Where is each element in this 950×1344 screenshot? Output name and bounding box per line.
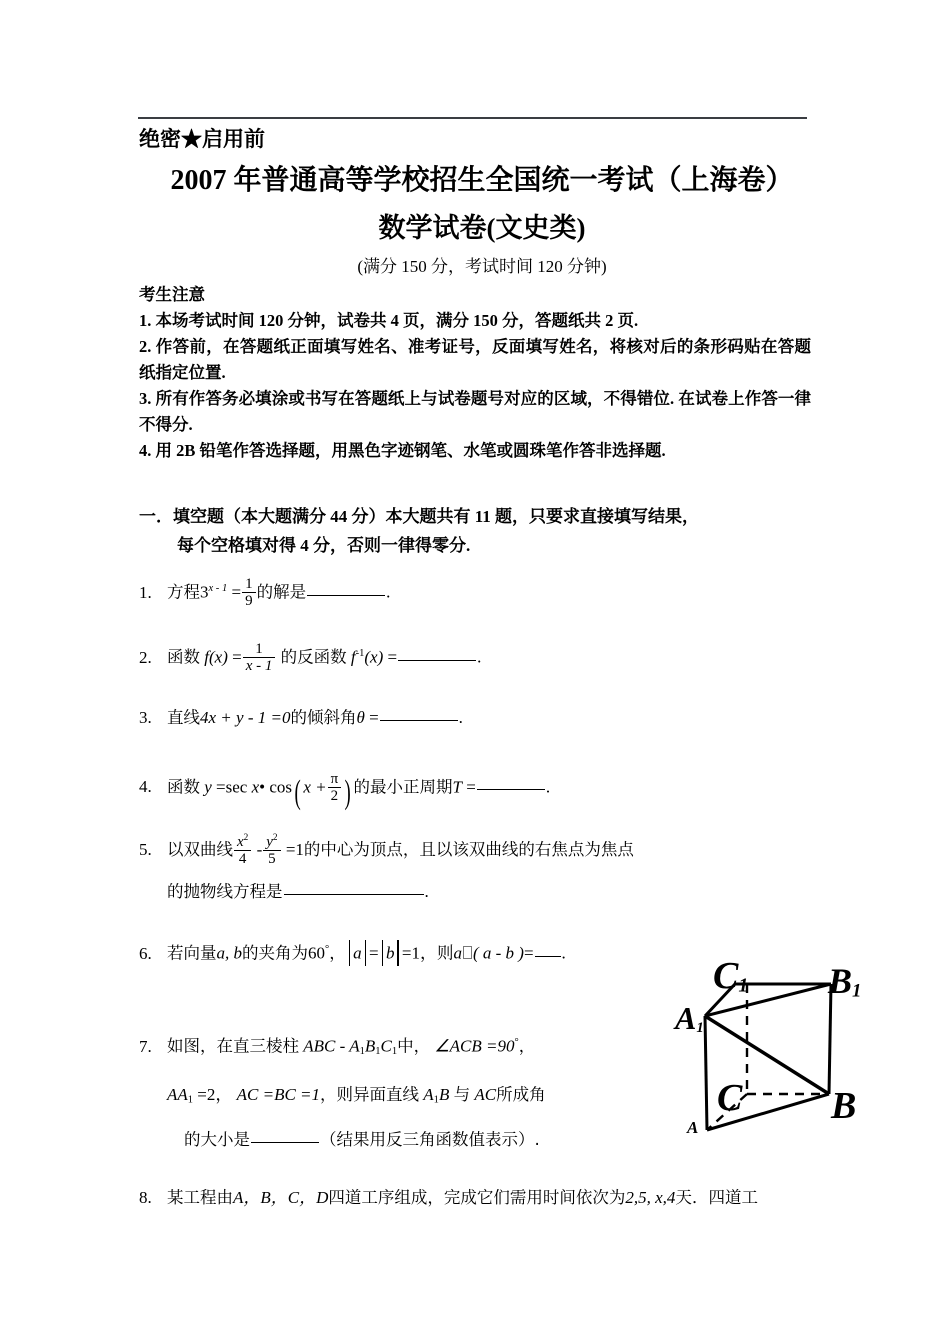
secret-label: 绝密★启用前 [139, 127, 265, 151]
question-8-durations: 2,5, x,4 [625, 1188, 676, 1207]
question-7-line-ac: AC [474, 1085, 497, 1104]
question-2-number: 2. [139, 647, 152, 667]
question-1-answer-blank[interactable] [307, 595, 385, 596]
question-8-text-b: 四道工序组成，完成它们需用时间依次为 [328, 1188, 626, 1207]
question-4-number: 4. [139, 777, 152, 797]
question-6 [139, 937, 566, 967]
question-7-aa1-value: =2， [197, 1085, 233, 1104]
question-6-expression: ( a - b ) [472, 943, 524, 963]
question-2-fraction [243, 641, 276, 674]
question-7-prism-label: ABC - A [303, 1036, 360, 1056]
figure-label-A1: A1 [675, 1000, 704, 1037]
question-3-period: . [458, 708, 463, 727]
question-5-line2 [139, 879, 429, 905]
section-heading [139, 502, 829, 560]
abs-bar-icon-1 [349, 940, 350, 966]
question-2-text-a: 函数 [167, 647, 200, 667]
question-3-number: 3. [139, 708, 152, 727]
notice-item-4: 4. 用 2B 铅笔作答选择题，用黑色字迹钢笔、水笔或圆珠笔作答非选择题. [139, 441, 666, 460]
paren-open-icon: ( [294, 773, 301, 811]
question-1-frac-numerator: 1 [245, 576, 253, 593]
question-7-sub-b: 1 [375, 1045, 381, 1057]
question-5-text-c: 的抛物线方程是 [167, 882, 283, 901]
question-6-a-abs: a [353, 943, 362, 963]
page-subtitle: 数学试卷(文史类) [378, 213, 586, 243]
question-1-period: . [386, 582, 391, 602]
question-6-angle-degrees: 60 [308, 943, 325, 963]
question-2-period: . [477, 647, 482, 667]
question-6-period: . [561, 943, 566, 963]
question-5-fy-denominator: 5 [263, 850, 280, 867]
question-2-function-name: f [204, 647, 209, 667]
notice-item-3: 3. 所有作答务必填涂或书写在答题纸上与试卷题号对应的区域，不得错位. 在试卷上作答一律不得分. [139, 389, 811, 434]
question-3-answer-blank[interactable] [380, 720, 458, 721]
question-7-line-b: B [438, 1085, 450, 1104]
question-5-fy-numerator: y [266, 833, 273, 850]
question-4-frac-denominator: 2 [328, 787, 342, 804]
question-7-line-a1-sub: 1 [433, 1094, 439, 1106]
question-7-angle-condition: ∠ACB =90 [434, 1036, 515, 1056]
header-rule [138, 117, 807, 119]
question-6-number: 6. [139, 943, 152, 963]
question-1-text-b: 的解是 [256, 582, 307, 602]
question-2-inverse-exponent: -1 [355, 648, 365, 659]
question-3-equals: = [369, 708, 379, 727]
question-2 [139, 641, 481, 675]
question-8 [139, 1185, 758, 1211]
question-7-prism-b: B [364, 1036, 376, 1056]
question-5-text-a: 以双曲线 [167, 840, 233, 860]
question-5-fraction-x [234, 833, 251, 867]
question-7-aa1-sub: 1 [187, 1094, 194, 1106]
question-8-text-c: 天．四道工 [675, 1188, 758, 1207]
question-6-degree-icon: ° [325, 944, 330, 955]
question-7-answer-blank[interactable] [251, 1142, 319, 1143]
question-1-fraction [242, 576, 256, 609]
question-7-text-c: ，则异面直线 [320, 1085, 420, 1104]
question-1-base: 3 [200, 582, 209, 602]
question-4-equals: = [216, 777, 226, 797]
question-5-equals: =1 [285, 840, 304, 860]
question-5-fraction-y [263, 833, 280, 867]
question-4 [139, 771, 551, 811]
question-4-cos: cos [269, 777, 293, 797]
question-6-text-b: 的夹角为 [242, 943, 308, 963]
question-5-minus: - [256, 840, 263, 860]
question-4-answer-blank[interactable] [477, 789, 545, 790]
question-8-text-a: 某工程由 [167, 1188, 233, 1207]
question-5-fx-exponent: 2 [243, 833, 249, 843]
abs-bar-icon-4 [397, 940, 398, 966]
question-2-inverse-name: f [350, 647, 356, 667]
degree-icon: ° [514, 1037, 519, 1048]
question-6-b-abs: b [385, 943, 395, 963]
figure-label-B1: B1 [828, 961, 862, 1002]
question-5-answer-blank[interactable] [284, 894, 424, 895]
candidate-notice [139, 282, 811, 464]
figure-label-C: C [717, 1077, 743, 1119]
question-7-text-e: 所成角 [496, 1085, 546, 1104]
question-7-text-a: 如图，在直三棱柱 [167, 1036, 299, 1056]
question-7-number: 7. [139, 1036, 152, 1056]
question-5-fx-numerator: x [237, 833, 244, 850]
edge-a1-a [705, 1016, 707, 1130]
question-6-text-a: 若向量 [167, 943, 217, 963]
question-2-answer-blank[interactable] [398, 660, 476, 661]
question-7-line2 [139, 1082, 546, 1113]
question-7-text-g: （结果用反三角函数值表示）. [320, 1130, 540, 1149]
question-1-equals: = [231, 582, 242, 602]
question-6-equals-3: = [523, 943, 534, 963]
question-3-text-a: 直线 [167, 708, 200, 727]
question-2-inverse-arg: (x) [364, 647, 384, 667]
question-3-equation: 4x + y - 1 =0 [200, 708, 291, 727]
notice-item-2: 2. 作答前，在答题纸正面填写姓名、准考证号，反面填写姓名，将核对后的条形码贴在答题纸指定位置. [139, 337, 811, 382]
abs-bar-icon-2 [365, 940, 366, 966]
question-7-line-a1: A [423, 1085, 434, 1104]
question-1-number: 1. [139, 582, 152, 602]
question-4-period: . [545, 777, 551, 797]
question-5-period: . [424, 882, 429, 901]
question-2-equals-2: = [387, 647, 398, 667]
question-1-frac-denominator: 9 [242, 592, 256, 609]
question-5-text-b: 的中心为顶点，且以该双曲线的右焦点为焦点 [303, 840, 634, 860]
page-title: 2007 年普通高等学校招生全国统一考试（上海卷） [170, 165, 794, 196]
question-7-text-b: 中， [397, 1036, 431, 1056]
question-4-sec: sec [225, 777, 248, 797]
missing-glyph-icon [463, 946, 472, 959]
question-4-x: x [251, 777, 260, 797]
question-2-frac-denominator: x - 1 [243, 657, 276, 674]
question-8-number: 8. [139, 1188, 152, 1207]
question-7-aa1: AA [167, 1085, 188, 1104]
question-2-text-b: 的反函数 [280, 647, 347, 667]
question-5-fy-exponent: 2 [272, 833, 278, 843]
question-3-text-b: 的倾斜角 [290, 708, 357, 727]
figure-label-C1: C1 [713, 955, 749, 997]
question-2-equals: = [232, 647, 242, 667]
question-4-text-a: 函数 [167, 777, 200, 797]
question-7-text-f: 的大小是 [184, 1130, 250, 1149]
question-6-vectors: a, b [216, 943, 242, 963]
question-5 [139, 833, 634, 867]
notice-heading: 考生注意 [139, 285, 205, 304]
question-3 [139, 705, 463, 731]
question-4-frac-numerator: π [330, 771, 339, 787]
question-4-equals-2: = [466, 777, 476, 797]
question-2-function-arg: (x) [208, 647, 228, 667]
question-6-a-operand: a [453, 943, 462, 963]
figure-label-A: A [687, 1118, 699, 1137]
question-7-line3 [139, 1127, 540, 1153]
question-4-period-symbol: T [452, 777, 463, 797]
abs-bar-icon-3 [382, 940, 383, 966]
question-1 [139, 576, 390, 610]
question-2-frac-numerator: 1 [255, 641, 263, 658]
question-4-text-b: 的最小正周期 [353, 777, 453, 797]
question-4-dot-operator: • [259, 777, 266, 797]
question-8-letters: A，B，C，D [233, 1188, 329, 1207]
figure-label-B: B [831, 1085, 857, 1127]
question-7-sub-a: 1 [359, 1045, 365, 1057]
section-heading-line2: 每个空格填对得 4 分，否则一律得零分. [177, 536, 471, 555]
prism-diagram [673, 955, 888, 1152]
question-1-text-a: 方程 [167, 582, 200, 602]
question-7-comma: ， [518, 1036, 536, 1056]
paren-close-icon: ) [344, 773, 351, 811]
question-5-fx-denominator: 4 [234, 850, 251, 867]
question-5-number: 5. [139, 840, 152, 860]
question-4-fraction [328, 771, 342, 804]
question-6-equals-1: = [369, 943, 379, 963]
question-4-y: y [204, 777, 212, 797]
question-6-comma: ， [329, 943, 346, 963]
notice-item-1: 1. 本场考试时间 120 分钟，试卷共 4 页，满分 150 分，答题纸共 2 页. [139, 311, 639, 330]
question-6-equals-2: =1， [401, 943, 437, 963]
question-6-answer-blank[interactable] [535, 956, 561, 957]
section-heading-line1: 一．填空题（本大题满分 44 分）本大题共有 11 题，只要求直接填写结果， [139, 507, 700, 526]
question-7-text-d: 与 [453, 1085, 471, 1104]
question-4-inner-x: x + [303, 777, 327, 797]
question-6-text-c: 则 [436, 943, 454, 963]
question-7-line1 [139, 1030, 535, 1065]
question-1-exponent: x - 1 [208, 583, 228, 594]
question-7-prism-c: C [380, 1036, 392, 1056]
question-7-sub-c: 1 [391, 1045, 398, 1057]
score-time-line: (满分 150 分，考试时间 120 分钟) [357, 257, 607, 276]
question-7-ac-bc: AC =BC =1 [236, 1085, 321, 1104]
question-3-theta: θ [356, 708, 365, 727]
